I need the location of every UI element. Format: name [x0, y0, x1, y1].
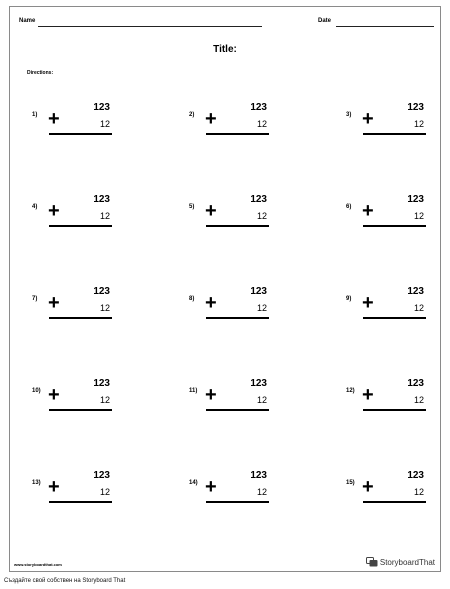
- answer-line[interactable]: [206, 317, 269, 319]
- problem-number: 13): [32, 480, 41, 486]
- addend-top: 123: [250, 470, 267, 481]
- problem-number: 6): [346, 204, 352, 210]
- answer-line[interactable]: [49, 409, 112, 411]
- brand-name: StoryboardThat: [379, 557, 435, 567]
- addend-bottom: 12: [256, 303, 267, 313]
- problem-7: [32, 286, 112, 326]
- problem-number: 10): [32, 388, 41, 394]
- addend-bottom: 12: [256, 487, 267, 497]
- problem-8: [189, 286, 269, 326]
- addend-top: 123: [93, 286, 110, 297]
- date-label: Date: [318, 18, 332, 24]
- problem-1: [32, 102, 112, 142]
- answer-line[interactable]: [49, 317, 112, 319]
- storyboard-logo-icon: [366, 557, 378, 567]
- problem-3: [346, 102, 426, 142]
- addend-bottom: 12: [99, 303, 110, 313]
- plus-sign: +: [362, 108, 374, 130]
- addend-top: 123: [93, 102, 110, 113]
- name-label: Name: [19, 18, 36, 24]
- addend-top: 123: [407, 470, 424, 481]
- worksheet-page: [9, 6, 441, 572]
- addend-bottom: 12: [413, 211, 424, 221]
- addend-top: 123: [250, 378, 267, 389]
- addend-top: 123: [407, 378, 424, 389]
- answer-line[interactable]: [363, 409, 426, 411]
- directions-label: Directions:: [27, 70, 54, 76]
- answer-line[interactable]: [206, 409, 269, 411]
- problem-number: 4): [32, 204, 38, 210]
- addend-top: 123: [407, 286, 424, 297]
- answer-line[interactable]: [363, 317, 426, 319]
- caption-text[interactable]: Създайте свой собствен на Storyboard That: [4, 578, 126, 584]
- answer-line[interactable]: [49, 225, 112, 227]
- problem-5: [189, 194, 269, 234]
- problem-15: [346, 470, 426, 510]
- plus-sign: +: [48, 292, 60, 314]
- problem-6: [346, 194, 426, 234]
- plus-sign: +: [362, 292, 374, 314]
- plus-sign: +: [48, 476, 60, 498]
- plus-sign: +: [48, 200, 60, 222]
- problem-11: [189, 378, 269, 418]
- date-line[interactable]: [336, 26, 434, 27]
- addend-top: 123: [93, 194, 110, 205]
- addend-bottom: 12: [413, 303, 424, 313]
- plus-sign: +: [205, 476, 217, 498]
- addend-top: 123: [250, 102, 267, 113]
- addend-bottom: 12: [99, 119, 110, 129]
- problem-number: 8): [189, 296, 195, 302]
- problem-number: 5): [189, 204, 195, 210]
- addend-bottom: 12: [99, 487, 110, 497]
- addend-bottom: 12: [99, 211, 110, 221]
- problem-number: 3): [346, 112, 352, 118]
- problem-number: 15): [346, 480, 355, 486]
- addend-bottom: 12: [256, 211, 267, 221]
- plus-sign: +: [205, 108, 217, 130]
- answer-line[interactable]: [49, 133, 112, 135]
- answer-line[interactable]: [363, 225, 426, 227]
- plus-sign: +: [362, 476, 374, 498]
- addend-bottom: 12: [256, 119, 267, 129]
- brand-logo: [366, 557, 435, 567]
- problem-number: 14): [189, 480, 198, 486]
- plus-sign: +: [48, 108, 60, 130]
- addend-bottom: 12: [413, 395, 424, 405]
- answer-line[interactable]: [206, 133, 269, 135]
- addend-top: 123: [250, 194, 267, 205]
- answer-line[interactable]: [49, 501, 112, 503]
- page-title: Title:: [213, 44, 237, 55]
- addend-top: 123: [93, 470, 110, 481]
- plus-sign: +: [205, 292, 217, 314]
- addend-bottom: 12: [413, 487, 424, 497]
- addend-top: 123: [93, 378, 110, 389]
- problem-9: [346, 286, 426, 326]
- problem-number: 11): [189, 388, 198, 394]
- addend-top: 123: [250, 286, 267, 297]
- answer-line[interactable]: [206, 501, 269, 503]
- problem-10: [32, 378, 112, 418]
- problem-number: 12): [346, 388, 355, 394]
- addend-top: 123: [407, 194, 424, 205]
- plus-sign: +: [362, 384, 374, 406]
- problem-number: 7): [32, 296, 38, 302]
- addend-bottom: 12: [413, 119, 424, 129]
- answer-line[interactable]: [206, 225, 269, 227]
- addend-bottom: 12: [99, 395, 110, 405]
- answer-line[interactable]: [363, 133, 426, 135]
- name-line[interactable]: [38, 26, 262, 27]
- problem-4: [32, 194, 112, 234]
- plus-sign: +: [48, 384, 60, 406]
- plus-sign: +: [205, 384, 217, 406]
- addend-bottom: 12: [256, 395, 267, 405]
- addend-top: 123: [407, 102, 424, 113]
- problem-number: 9): [346, 296, 352, 302]
- site-url: www.storyboardthat.com: [14, 562, 62, 567]
- problem-12: [346, 378, 426, 418]
- problem-number: 2): [189, 112, 195, 118]
- plus-sign: +: [362, 200, 374, 222]
- problem-number: 1): [32, 112, 38, 118]
- problem-2: [189, 102, 269, 142]
- problem-14: [189, 470, 269, 510]
- problem-13: [32, 470, 112, 510]
- answer-line[interactable]: [363, 501, 426, 503]
- plus-sign: +: [205, 200, 217, 222]
